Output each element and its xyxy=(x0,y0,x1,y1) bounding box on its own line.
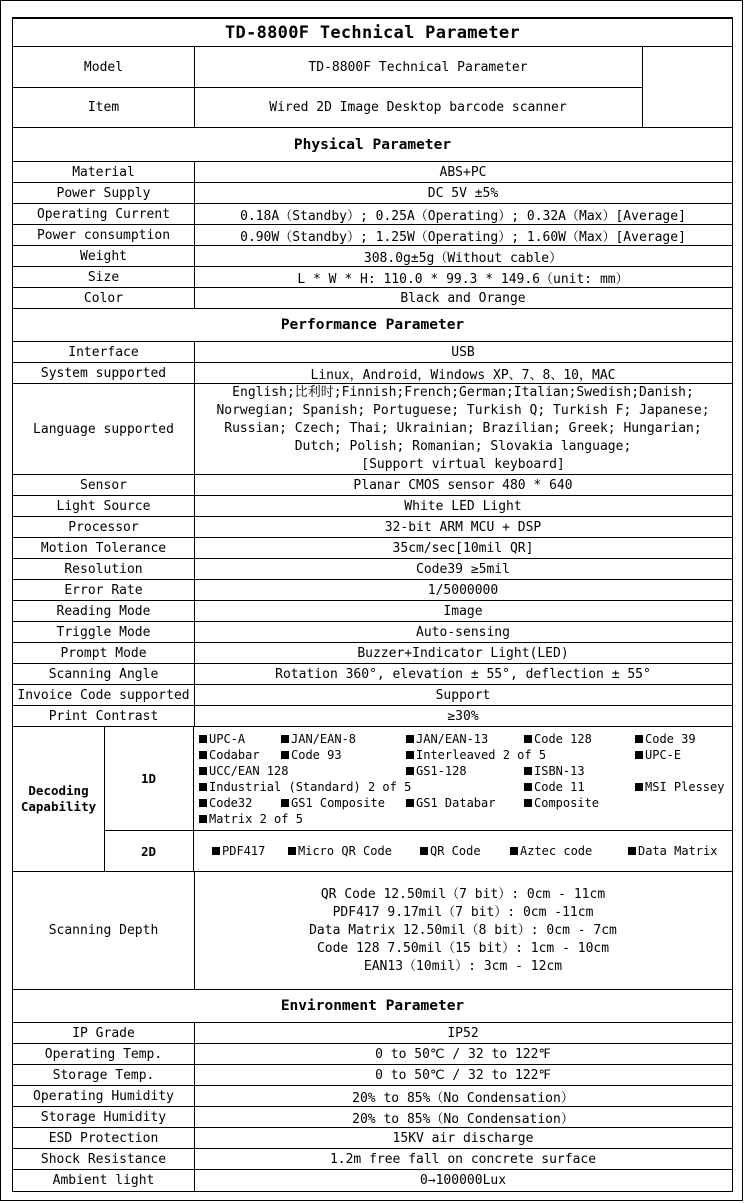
row-label: Scanning Angle xyxy=(13,664,195,684)
row-value: 20% to 85%（No Condensation） xyxy=(352,1111,574,1127)
row-value: 35cm/sec[10mil QR] xyxy=(392,540,534,556)
code-item: PDF417 xyxy=(212,844,265,858)
row-value: 0 to 50℃ / 32 to 122℉ xyxy=(375,1067,551,1083)
row-value: IP52 xyxy=(447,1025,479,1041)
code-item: Data Matrix xyxy=(628,844,717,858)
row-label: Invoice Code supported xyxy=(13,685,195,705)
table-row xyxy=(12,204,733,225)
row-label: Operating Current xyxy=(13,204,195,224)
table-row xyxy=(12,580,733,601)
item-value: Wired 2D Image Desktop barcode scanner xyxy=(194,88,643,127)
code-item: JAN/EAN-8 xyxy=(281,732,356,746)
table-row xyxy=(12,1065,733,1086)
row-label: Ambient light xyxy=(13,1170,195,1191)
row-label: Storage Temp. xyxy=(13,1065,195,1085)
language-line: Norwegian; Spanish; Portuguese; Turkish Q; Turkish F; Japanese; xyxy=(216,403,710,418)
table-row xyxy=(12,267,733,288)
row-value: Auto-sensing xyxy=(416,624,510,640)
code-item: Codabar xyxy=(199,748,260,762)
row-value: Linux，Android，Windows XP、7、8、10，MAC xyxy=(310,367,616,383)
sheet-title xyxy=(12,17,733,47)
row-label: Size xyxy=(13,267,195,287)
row-value: DC 5V ±5% xyxy=(427,185,499,201)
depth-line: Data Matrix 12.50mil（8 bit）: 0cm - 7cm xyxy=(309,922,617,938)
code-item: GS1-128 xyxy=(406,764,467,778)
row-value: Support xyxy=(435,687,491,703)
code-item: Industrial (Standard) 2 of 5 xyxy=(199,780,411,794)
depth-line: QR Code 12.50mil（7 bit）: 0cm - 11cm xyxy=(320,886,606,902)
table-row xyxy=(12,246,733,267)
table-row xyxy=(12,496,733,517)
row-value: 32-bit ARM MCU + DSP xyxy=(384,519,542,535)
table-row xyxy=(12,559,733,580)
item-label: Item xyxy=(13,88,195,127)
row-value: ≥30% xyxy=(447,708,479,724)
scanning-depth-list xyxy=(194,872,732,989)
language-line: English;比利时;Finnish;French;German;Italian;Swedish;Danish; xyxy=(232,385,694,400)
language-list xyxy=(194,384,732,474)
table-row xyxy=(12,162,733,183)
language-line: Dutch; Polish; Romanian; Slovakia language; xyxy=(294,439,632,454)
code-item: Micro QR Code xyxy=(288,844,392,858)
language-line: [Support virtual keyboard] xyxy=(361,457,565,472)
scanning-depth-row xyxy=(12,872,733,990)
decoding-label xyxy=(13,727,105,871)
row-label: Resolution xyxy=(13,559,195,579)
row-value: 0 to 50℃ / 32 to 122℉ xyxy=(375,1046,551,1062)
row-label: Operating Humidity xyxy=(13,1086,195,1106)
code-item: Code 39 xyxy=(635,732,696,746)
code-item: Matrix 2 of 5 xyxy=(199,812,303,826)
performance-heading-text: Performance Parameter xyxy=(280,317,465,333)
table-row xyxy=(12,685,733,706)
table-row xyxy=(12,517,733,538)
row-value: Buzzer+Indicator Light(LED) xyxy=(357,645,569,661)
row-value: 308.0g±5g（Without cable） xyxy=(363,250,563,266)
row-label: Power consumption xyxy=(13,225,195,245)
two-d-label: 2D xyxy=(104,831,194,871)
row-label: Print Contrast xyxy=(13,706,195,726)
row-label: Error Rate xyxy=(13,580,195,600)
row-label: Light Source xyxy=(13,496,195,516)
row-label: Color xyxy=(13,288,195,308)
row-label: Storage Humidity xyxy=(13,1107,195,1127)
code-item: MSI Plessey xyxy=(635,780,724,794)
depth-line: EAN13（10mil）: 3cm - 12cm xyxy=(363,958,563,974)
code-item: JAN/EAN-13 xyxy=(406,732,488,746)
table-row xyxy=(12,288,733,309)
row-label: Processor xyxy=(13,517,195,537)
table-row xyxy=(12,1128,733,1149)
row-label: Triggle Mode xyxy=(13,622,195,642)
table-row xyxy=(12,622,733,643)
table-row xyxy=(12,538,733,559)
table-row xyxy=(12,1086,733,1107)
table-row xyxy=(12,1044,733,1065)
table-row xyxy=(12,643,733,664)
depth-line: Code 128 7.50mil（15 bit）: 1cm - 10cm xyxy=(316,940,610,956)
row-label: System supported xyxy=(13,363,195,383)
model-value: TD-8800F Technical Parameter xyxy=(194,47,643,88)
decoding-label-line: Decoding xyxy=(28,783,89,798)
code-item: Interleaved 2 of 5 xyxy=(406,748,546,762)
image-placeholder-cell xyxy=(643,47,732,127)
row-value: Code39 ≥5mil xyxy=(416,561,510,577)
code-item: GS1 Composite xyxy=(281,796,385,810)
row-value: Rotation 360°, elevation ± 55°, deflection ± 55° xyxy=(275,666,651,682)
table-row xyxy=(12,225,733,246)
physical-heading xyxy=(12,128,733,162)
row-value: 20% to 85%（No Condensation） xyxy=(352,1090,574,1106)
row-value: 0.90W（Standby）; 1.25W（Operating）; 1.60W（Max）[Average] xyxy=(240,229,686,245)
table-row xyxy=(12,1170,733,1192)
row-label: Interface xyxy=(13,342,195,362)
language-row xyxy=(12,384,733,475)
row-value: White LED Light xyxy=(404,498,522,514)
code-item: Code 93 xyxy=(281,748,342,762)
depth-line: PDF417 9.17mil（7 bit）: 0cm -11cm xyxy=(332,904,594,920)
environment-heading-text: Environment Parameter xyxy=(280,998,465,1014)
row-label: Material xyxy=(13,162,195,182)
code-item: Code32 xyxy=(199,796,252,810)
environment-heading xyxy=(12,990,733,1023)
one-d-label: 1D xyxy=(104,727,194,831)
row-label: IP Grade xyxy=(13,1023,195,1043)
table-row xyxy=(12,475,733,496)
row-value: 15KV air discharge xyxy=(392,1130,534,1146)
code-item: UCC/EAN 128 xyxy=(199,764,288,778)
row-label: Sensor xyxy=(13,475,195,495)
language-line: Russian; Czech; Thai; Ukrainian; Brazilian; Greek; Hungarian; xyxy=(224,421,702,436)
code-item: ISBN-13 xyxy=(524,764,585,778)
code-item: Code 128 xyxy=(524,732,592,746)
divider xyxy=(194,830,732,831)
row-value: 0→100000Lux xyxy=(419,1173,507,1188)
sheet-title-text: TD-8800F Technical Parameter xyxy=(225,22,520,43)
row-value: USB xyxy=(451,344,475,360)
row-value: 0.18A（Standby）; 0.25A（Operating）; 0.32A（Max）[Average] xyxy=(240,208,686,224)
row-label: Reading Mode xyxy=(13,601,195,621)
row-label: ESD Protection xyxy=(13,1128,195,1148)
row-label: Power Supply xyxy=(13,183,195,203)
row-label: Language supported xyxy=(13,384,195,474)
header-block xyxy=(12,47,733,128)
row-value: ABS+PC xyxy=(439,164,487,180)
model-label: Model xyxy=(13,47,195,88)
row-value: Planar CMOS sensor 480 * 640 xyxy=(353,477,573,493)
row-value: Black and Orange xyxy=(400,290,526,306)
code-item: Code 11 xyxy=(524,780,585,794)
table-row xyxy=(12,664,733,685)
row-value: 1/5000000 xyxy=(427,582,499,598)
performance-heading xyxy=(12,309,733,342)
row-value: L * W * H: 110.0 * 99.3 * 149.6（unit: mm） xyxy=(297,271,629,287)
row-label: Scanning Depth xyxy=(13,872,195,989)
table-row xyxy=(12,1023,733,1044)
code-item: GS1 Databar xyxy=(406,796,495,810)
row-label: Weight xyxy=(13,246,195,266)
physical-heading-text: Physical Parameter xyxy=(293,136,452,153)
table-row xyxy=(12,342,733,363)
table-row xyxy=(12,706,733,727)
code-item: Composite xyxy=(524,796,599,810)
row-value: Image xyxy=(443,603,483,619)
row-label: Operating Temp. xyxy=(13,1044,195,1064)
table-row xyxy=(12,363,733,384)
row-label: Motion Tolerance xyxy=(13,538,195,558)
table-row xyxy=(12,601,733,622)
code-item: UPC-A xyxy=(199,732,245,746)
table-row xyxy=(12,1107,733,1128)
code-item: Aztec code xyxy=(510,844,592,858)
decoding-block xyxy=(12,727,733,872)
code-item: QR Code xyxy=(420,844,481,858)
table-row xyxy=(12,1149,733,1170)
row-value: 1.2m free fall on concrete surface xyxy=(329,1151,597,1167)
row-label: Prompt Mode xyxy=(13,643,195,663)
row-label: Shock Resistance xyxy=(13,1149,195,1169)
table-row xyxy=(12,183,733,204)
code-item: UPC-E xyxy=(635,748,681,762)
decoding-label-line: Capability xyxy=(20,799,97,814)
